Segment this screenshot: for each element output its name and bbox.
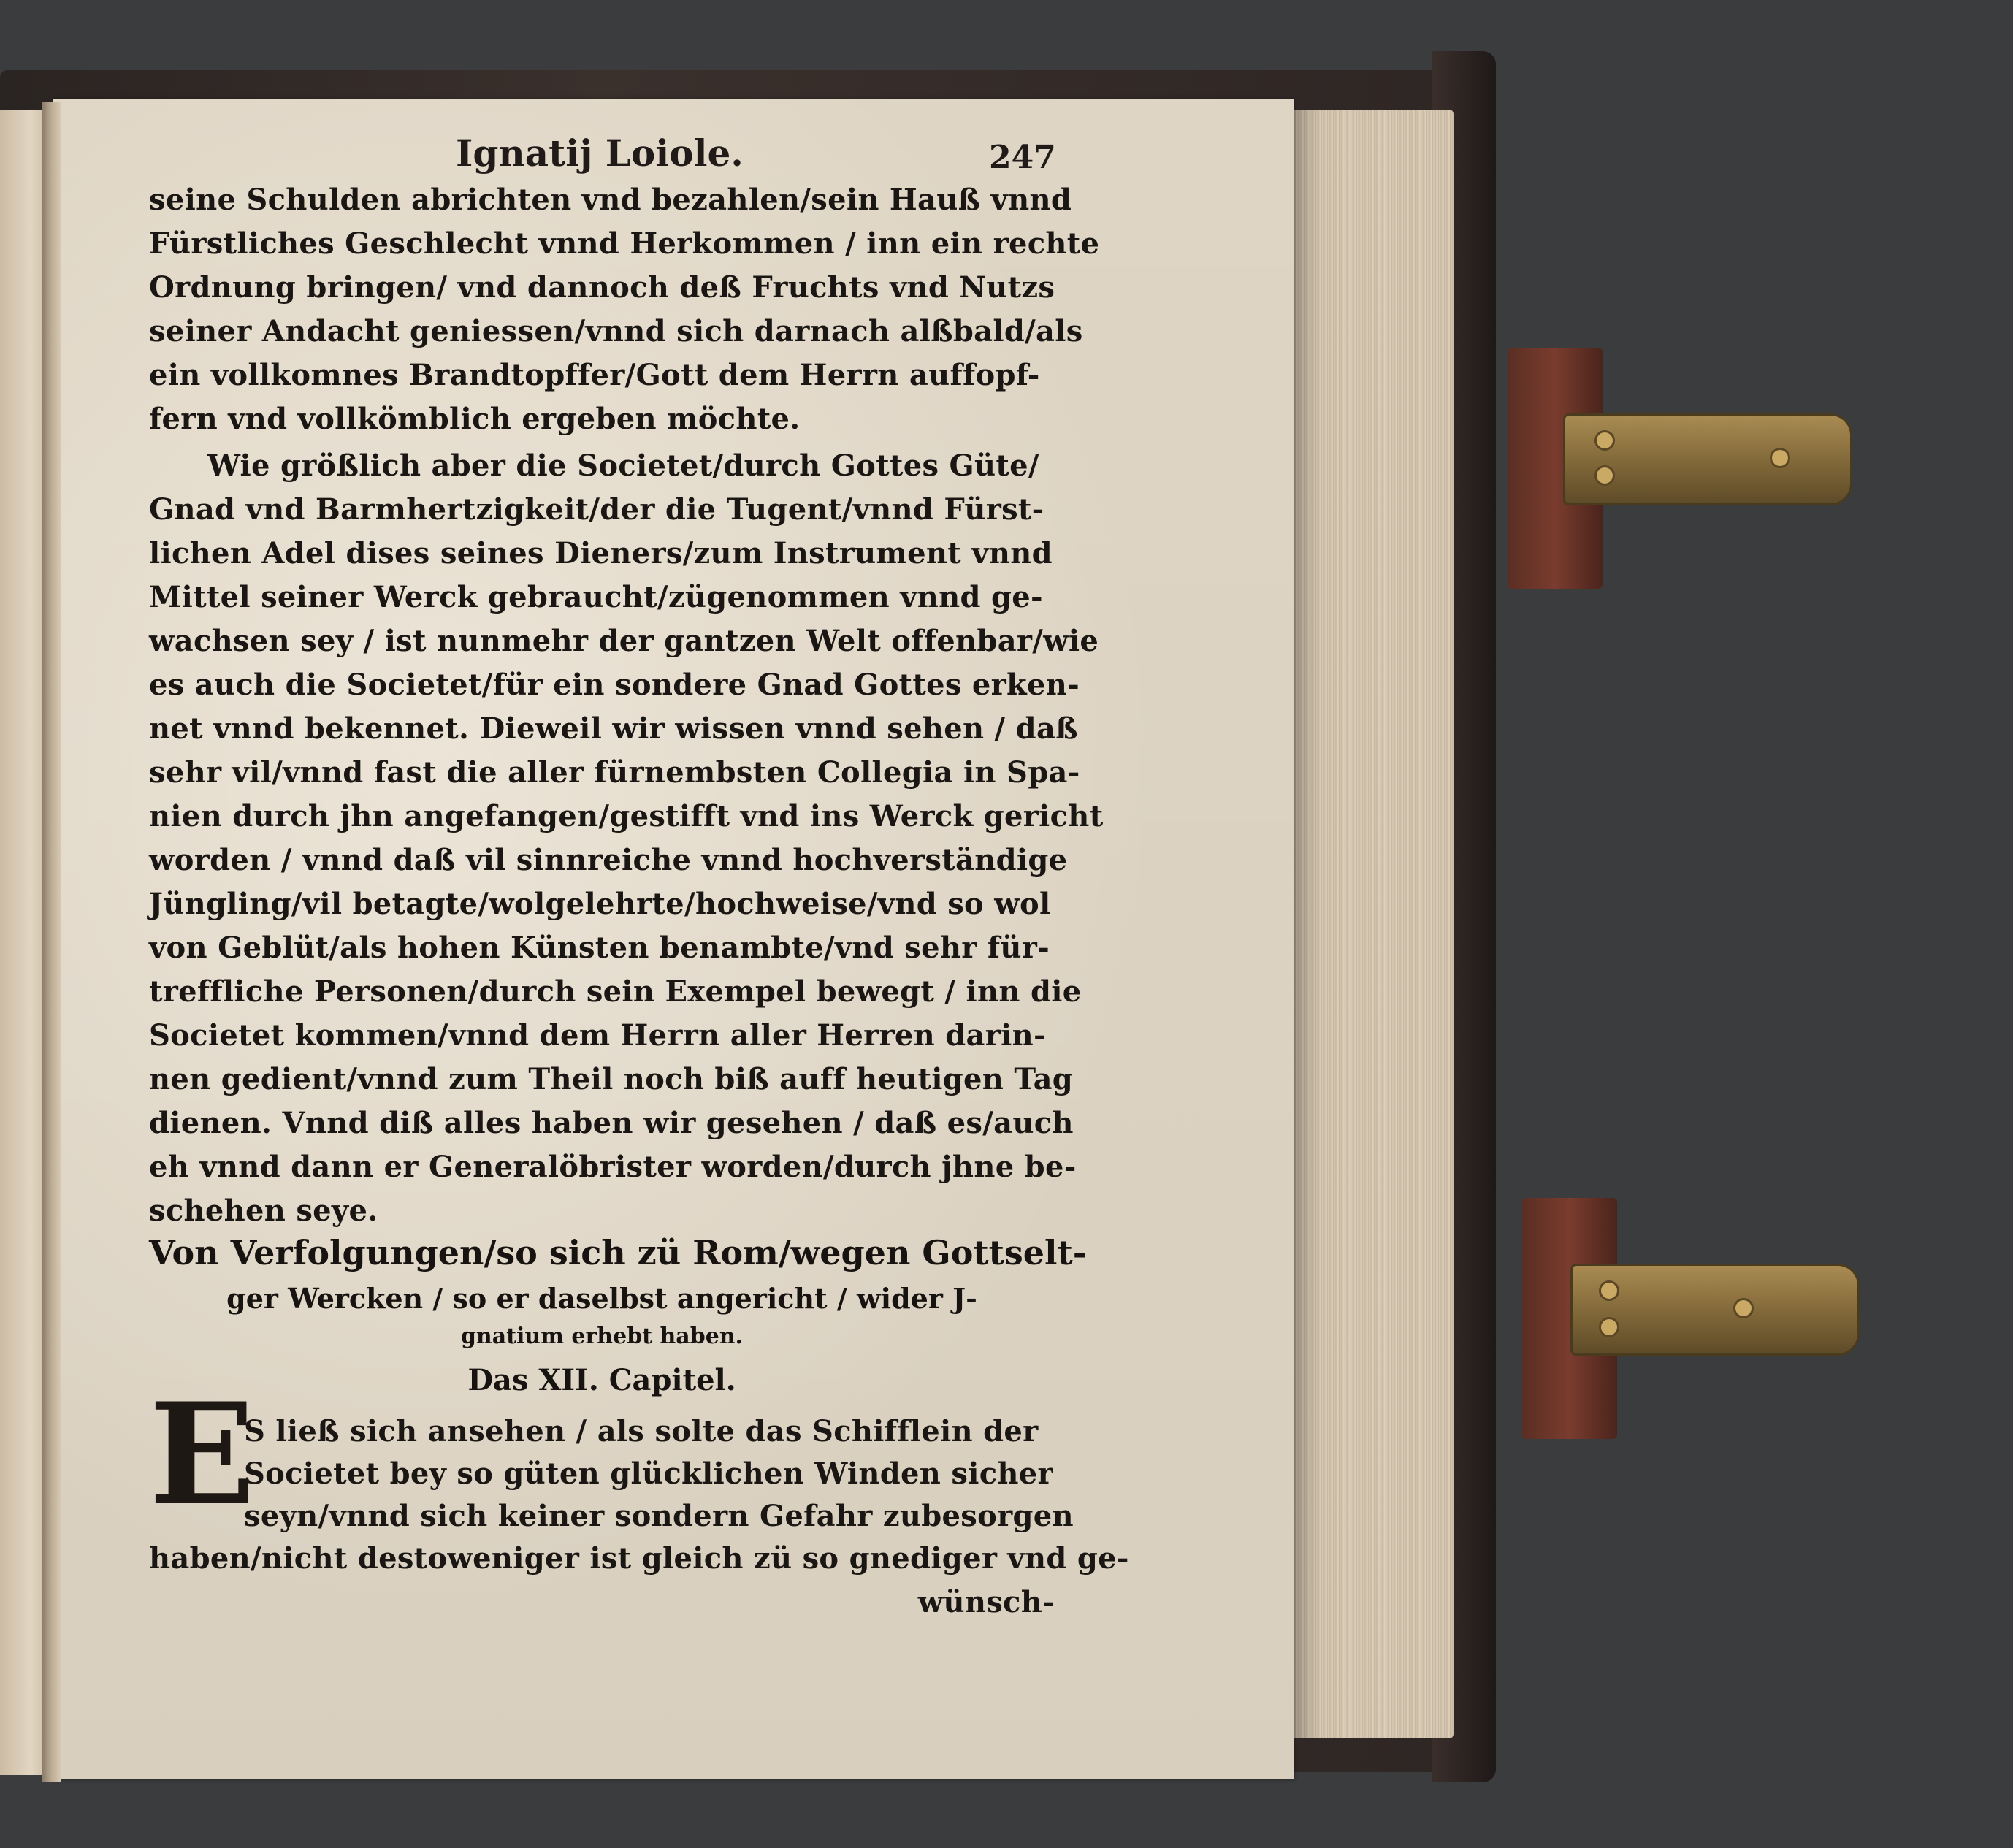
- page-number: 247: [989, 139, 1056, 176]
- chapter-heading-line: gnatium erhebt haben.: [460, 1324, 744, 1349]
- text-line: seiner Andacht geniessen/vnnd sich darnach alßbald/als: [149, 314, 1083, 348]
- text-line: treffliche Personen/durch sein Exempel bewegt / inn die: [149, 974, 1082, 1009]
- book-gutter: [42, 102, 61, 1782]
- catchword: wünsch-: [917, 1585, 1055, 1619]
- text-line: sehr vil/vnnd fast die aller fürnembsten Collegia in Spa-: [149, 755, 1080, 790]
- text-line: Societet kommen/vnnd dem Herrn aller Herren darin-: [149, 1018, 1046, 1053]
- lower-clasp: [1570, 1264, 1860, 1356]
- text-line: es auch die Societet/für ein sondere Gnad Gottes erken-: [149, 668, 1080, 702]
- text-line: Ordnung bringen/ vnd dannoch deß Fruchts vnd Nutzs: [149, 270, 1055, 305]
- text-line: Societet bey so güten glücklichen Winden sicher: [244, 1456, 1053, 1491]
- text-line: wachsen sey / ist nunmehr der gantzen Welt offenbar/wie: [149, 624, 1099, 658]
- clasp-rivet: [1599, 1280, 1619, 1301]
- text-line: nien durch jhn angefangen/gestifft vnd ins Werck gericht: [149, 799, 1104, 833]
- text-line: ein vollkomnes Brandtopffer/Gott dem Herrn auffopf-: [149, 358, 1040, 392]
- chapter-label: Das XII. Capitel.: [467, 1363, 736, 1397]
- text-line: von Geblüt/als hohen Künsten benambte/vnd sehr für-: [149, 931, 1050, 965]
- text-line: net vnnd bekennet. Dieweil wir wissen vnnd sehen / daß: [149, 711, 1078, 746]
- text-line: schehen seye.: [149, 1194, 378, 1228]
- text-line: seine Schulden abrichten vnd bezahlen/sein Hauß vnnd: [149, 183, 1072, 217]
- text-line: Gnad vnd Barmhertzigkeit/der die Tugent/vnnd Fürst-: [149, 492, 1044, 527]
- text-line: nen gedient/vnnd zum Theil noch biß auff heutigen Tag: [149, 1062, 1074, 1096]
- chapter-heading-line: Von Verfolgungen/so sich zü Rom/wegen Gottselt-: [149, 1233, 1087, 1272]
- text-line: Mittel seiner Werck gebraucht/zügenommen vnnd ge-: [149, 580, 1043, 614]
- text-line: Wie größlich aber die Societet/durch Gottes Güte/: [207, 448, 1039, 483]
- text-line: lichen Adel dises seines Dieners/zum Instrument vnnd: [149, 536, 1053, 570]
- drop-cap: E: [149, 1372, 255, 1535]
- text-line: seyn/vnnd sich keiner sondern Gefahr zubesorgen: [244, 1499, 1074, 1533]
- text-line: worden / vnnd daß vil sinnreiche vnnd hochverständige: [149, 843, 1068, 877]
- clasp-rivet: [1594, 465, 1615, 486]
- text-line: eh vnnd dann er Generalöbrister worden/durch jhne be-: [149, 1150, 1077, 1184]
- page-text: [149, 131, 1129, 1651]
- text-line: Jüngling/vil betagte/wolgelehrte/hochweise/vnd so wol: [149, 887, 1051, 921]
- text-line: fern vnd vollkömblich ergeben möchte.: [149, 402, 801, 436]
- chapter-heading-line: ger Wercken / so er daselbst angericht / wider J-: [226, 1282, 977, 1315]
- text-line: Fürstliches Geschlecht vnnd Herkommen / inn ein rechte: [149, 226, 1100, 261]
- text-line: haben/nicht destoweniger ist gleich zü so gnediger vnd ge-: [149, 1541, 1129, 1576]
- clasp-rivet: [1733, 1298, 1754, 1318]
- clasp-rivet: [1594, 430, 1615, 451]
- running-head-title: Ignatij Loiole.: [456, 131, 744, 175]
- upper-clasp: [1563, 413, 1852, 505]
- text-line: S ließ sich ansehen / als solte das Schifflein der: [244, 1414, 1039, 1448]
- fore-edge-shadow: [1293, 110, 1322, 1738]
- text-line: dienen. Vnnd diß alles haben wir gesehen / daß es/auch: [149, 1106, 1074, 1140]
- clasp-rivet: [1770, 448, 1790, 468]
- clasp-rivet: [1599, 1317, 1619, 1337]
